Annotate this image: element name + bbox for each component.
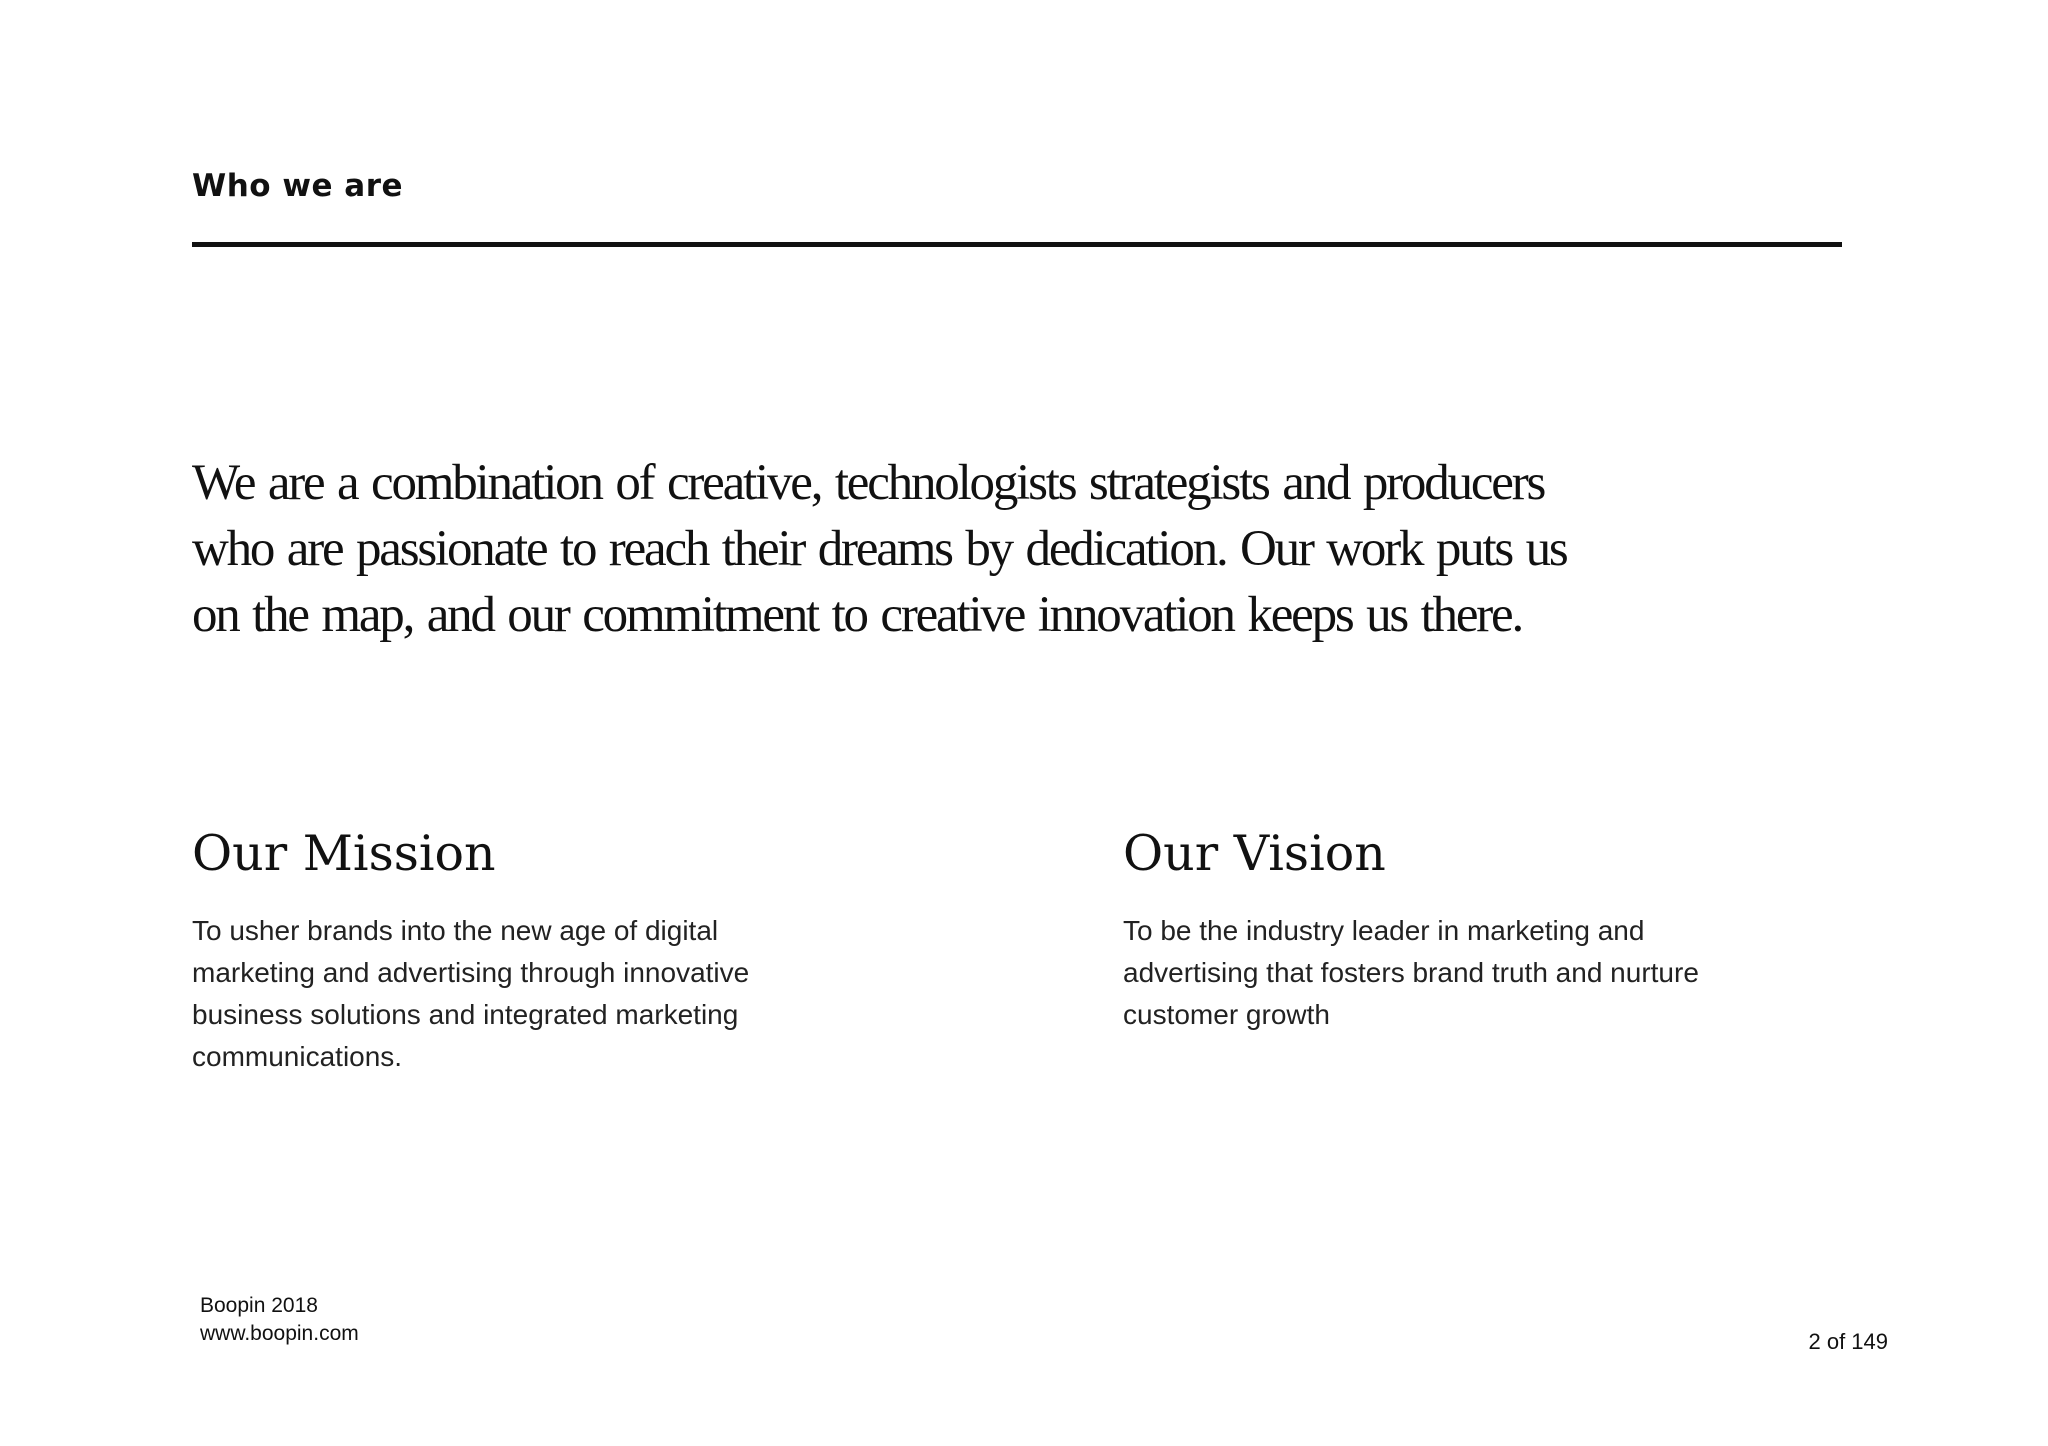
vision-title: Our Vision xyxy=(1123,825,1386,882)
vision-body: To be the industry leader in marketing and advertising that fosters brand truth and nurture customer growth xyxy=(1123,915,1699,1030)
mission-title: Our Mission xyxy=(192,825,496,882)
footer-brand xyxy=(200,1292,359,1348)
vision-section xyxy=(1123,822,1743,1036)
intro-statement: We are a combination of creative, technologists strategists and producers who are passionate to reach their dreams by dedication. Our work puts us on the map, and our commitment to creative innovation keeps us there. xyxy=(192,455,1567,643)
footer-website-link[interactable]: www.boopin.com xyxy=(200,1322,359,1345)
section-divider xyxy=(192,242,1842,247)
page-number: 2 of 149 xyxy=(1808,1329,1888,1354)
footer-brand-year: Boopin 2018 xyxy=(200,1294,318,1317)
section-heading: Who we are xyxy=(192,168,404,204)
mission-body: To usher brands into the new age of digital marketing and advertising through innovative business solutions and integrated marketing communications. xyxy=(192,915,750,1072)
mission-section xyxy=(192,822,812,1078)
